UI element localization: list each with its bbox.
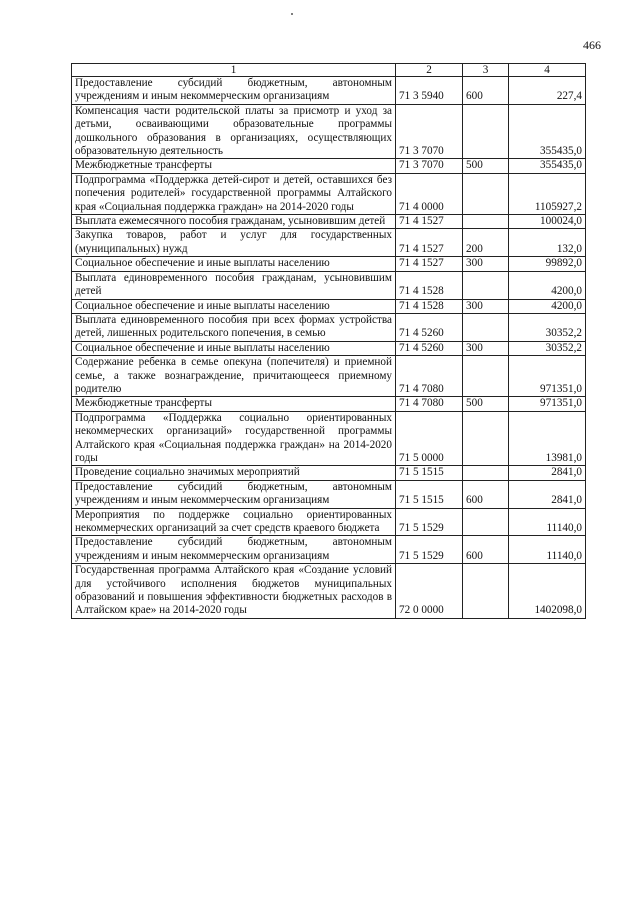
row-expense-type: 600: [463, 77, 509, 105]
row-target-code: 71 5 1529: [396, 508, 463, 536]
row-target-code: 71 3 7070: [396, 104, 463, 159]
row-name: Содержание ребенка в семье опекуна (попечителя) и приемной семье, а также вознаграждение, причитающееся приемному родителю: [72, 356, 396, 397]
row-expense-type: [463, 466, 509, 480]
row-name: Социальное обеспечение и иные выплаты населению: [72, 299, 396, 313]
row-target-code: 71 4 1527: [396, 229, 463, 257]
table-row: [72, 271, 586, 299]
row-sum: 4200,0: [509, 299, 586, 313]
row-expense-type: [463, 104, 509, 159]
table-row: [72, 229, 586, 257]
row-name: Выплата единовременного пособия при всех формах устройства детей, лишенных родительского попечения, в семью: [72, 313, 396, 341]
row-name: Предоставление субсидий бюджетным, автономным учреждениям и иным некоммерческим организациям: [72, 480, 396, 508]
row-expense-type: 600: [463, 480, 509, 508]
table-row: [72, 480, 586, 508]
row-expense-type: [463, 173, 509, 214]
header-col-4: 4: [509, 64, 586, 77]
row-target-code: 71 3 5940: [396, 77, 463, 105]
table-row: [72, 77, 586, 105]
row-name: Подпрограмма «Поддержка детей-сирот и детей, оставшихся без попечения родителей» государственной программы Алтайского края «Социальная поддержка граждан» на 2014-2020 годы: [72, 173, 396, 214]
row-sum: 971351,0: [509, 397, 586, 411]
row-name: Социальное обеспечение и иные выплаты населению: [72, 257, 396, 271]
row-sum: 100024,0: [509, 215, 586, 229]
scan-speck: [291, 13, 293, 15]
row-sum: 30352,2: [509, 341, 586, 355]
row-name: Подпрограмма «Поддержка социально ориентированных некоммерческих организаций» государственной программы Алтайского края «Социальная поддержка граждан» на 2014-2020 годы: [72, 411, 396, 466]
row-sum: 30352,2: [509, 313, 586, 341]
row-target-code: 71 3 7070: [396, 159, 463, 173]
row-name: Предоставление субсидий бюджетным, автономным учреждениям и иным некоммерческим организациям: [72, 77, 396, 105]
table-body: [72, 77, 586, 619]
row-sum: 1402098,0: [509, 564, 586, 619]
row-name: Проведение социально значимых мероприятий: [72, 466, 396, 480]
table-header-row: [72, 64, 586, 77]
row-expense-type: [463, 508, 509, 536]
row-name: Межбюджетные трансферты: [72, 159, 396, 173]
header-col-2: 2: [396, 64, 463, 77]
budget-table: [71, 63, 586, 619]
row-sum: 355435,0: [509, 104, 586, 159]
table-row: [72, 564, 586, 619]
table-row: [72, 397, 586, 411]
table-row: [72, 313, 586, 341]
row-sum: 11140,0: [509, 508, 586, 536]
row-sum: 13981,0: [509, 411, 586, 466]
row-sum: 132,0: [509, 229, 586, 257]
row-sum: 227,4: [509, 77, 586, 105]
row-expense-type: [463, 313, 509, 341]
row-name: Мероприятия по поддержке социально ориентированных некоммерческих организаций за счет средств краевого бюджета: [72, 508, 396, 536]
row-target-code: 71 5 1515: [396, 480, 463, 508]
row-target-code: 71 5 1515: [396, 466, 463, 480]
row-target-code: 71 5 1529: [396, 536, 463, 564]
row-name: Выплата ежемесячного пособия гражданам, усыновившим детей: [72, 215, 396, 229]
row-expense-type: 300: [463, 257, 509, 271]
row-expense-type: [463, 271, 509, 299]
row-sum: 4200,0: [509, 271, 586, 299]
table-row: [72, 508, 586, 536]
table-row: [72, 104, 586, 159]
row-name: Межбюджетные трансферты: [72, 397, 396, 411]
table-row: [72, 536, 586, 564]
row-target-code: 71 5 0000: [396, 411, 463, 466]
table-row: [72, 341, 586, 355]
row-expense-type: 500: [463, 397, 509, 411]
page-number: 466: [583, 38, 601, 52]
row-expense-type: 600: [463, 536, 509, 564]
row-sum: 1105927,2: [509, 173, 586, 214]
row-name: Выплата единовременного пособия гражданам, усыновившим детей: [72, 271, 396, 299]
table-row: [72, 257, 586, 271]
row-expense-type: 300: [463, 299, 509, 313]
row-target-code: 71 4 1528: [396, 299, 463, 313]
header-col-1: 1: [72, 64, 396, 77]
header-col-3: 3: [463, 64, 509, 77]
row-target-code: 71 4 5260: [396, 313, 463, 341]
row-expense-type: 500: [463, 159, 509, 173]
row-expense-type: [463, 356, 509, 397]
row-expense-type: [463, 411, 509, 466]
row-expense-type: [463, 564, 509, 619]
row-target-code: 71 4 1527: [396, 257, 463, 271]
row-sum: 971351,0: [509, 356, 586, 397]
table-row: [72, 159, 586, 173]
table-row: [72, 466, 586, 480]
row-sum: 2841,0: [509, 466, 586, 480]
row-expense-type: 200: [463, 229, 509, 257]
row-target-code: 71 4 1527: [396, 215, 463, 229]
row-name: Компенсация части родительской платы за присмотр и уход за детьми, осваивающими образовательные программы дошкольного образования в организациях, осуществляющих образовательную деятельность: [72, 104, 396, 159]
row-name: Социальное обеспечение и иные выплаты населению: [72, 341, 396, 355]
row-target-code: 72 0 0000: [396, 564, 463, 619]
table-row: [72, 215, 586, 229]
row-target-code: 71 4 5260: [396, 341, 463, 355]
table-row: [72, 411, 586, 466]
row-sum: 99892,0: [509, 257, 586, 271]
row-sum: 11140,0: [509, 536, 586, 564]
table-row: [72, 299, 586, 313]
row-target-code: 71 4 7080: [396, 397, 463, 411]
row-sum: 355435,0: [509, 159, 586, 173]
row-sum: 2841,0: [509, 480, 586, 508]
row-expense-type: [463, 215, 509, 229]
row-target-code: 71 4 7080: [396, 356, 463, 397]
row-target-code: 71 4 1528: [396, 271, 463, 299]
row-name: Государственная программа Алтайского края «Создание условий для устойчивого исполнения бюджетов муниципальных образований и повышения эффективности бюджетных расходов в Алтайском крае» на 2014-2020 годы: [72, 564, 396, 619]
row-name: Предоставление субсидий бюджетным, автономным учреждениям и иным некоммерческим организациям: [72, 536, 396, 564]
row-expense-type: 300: [463, 341, 509, 355]
table-row: [72, 173, 586, 214]
row-target-code: 71 4 0000: [396, 173, 463, 214]
row-name: Закупка товаров, работ и услуг для государственных (муниципальных) нужд: [72, 229, 396, 257]
table-row: [72, 356, 586, 397]
